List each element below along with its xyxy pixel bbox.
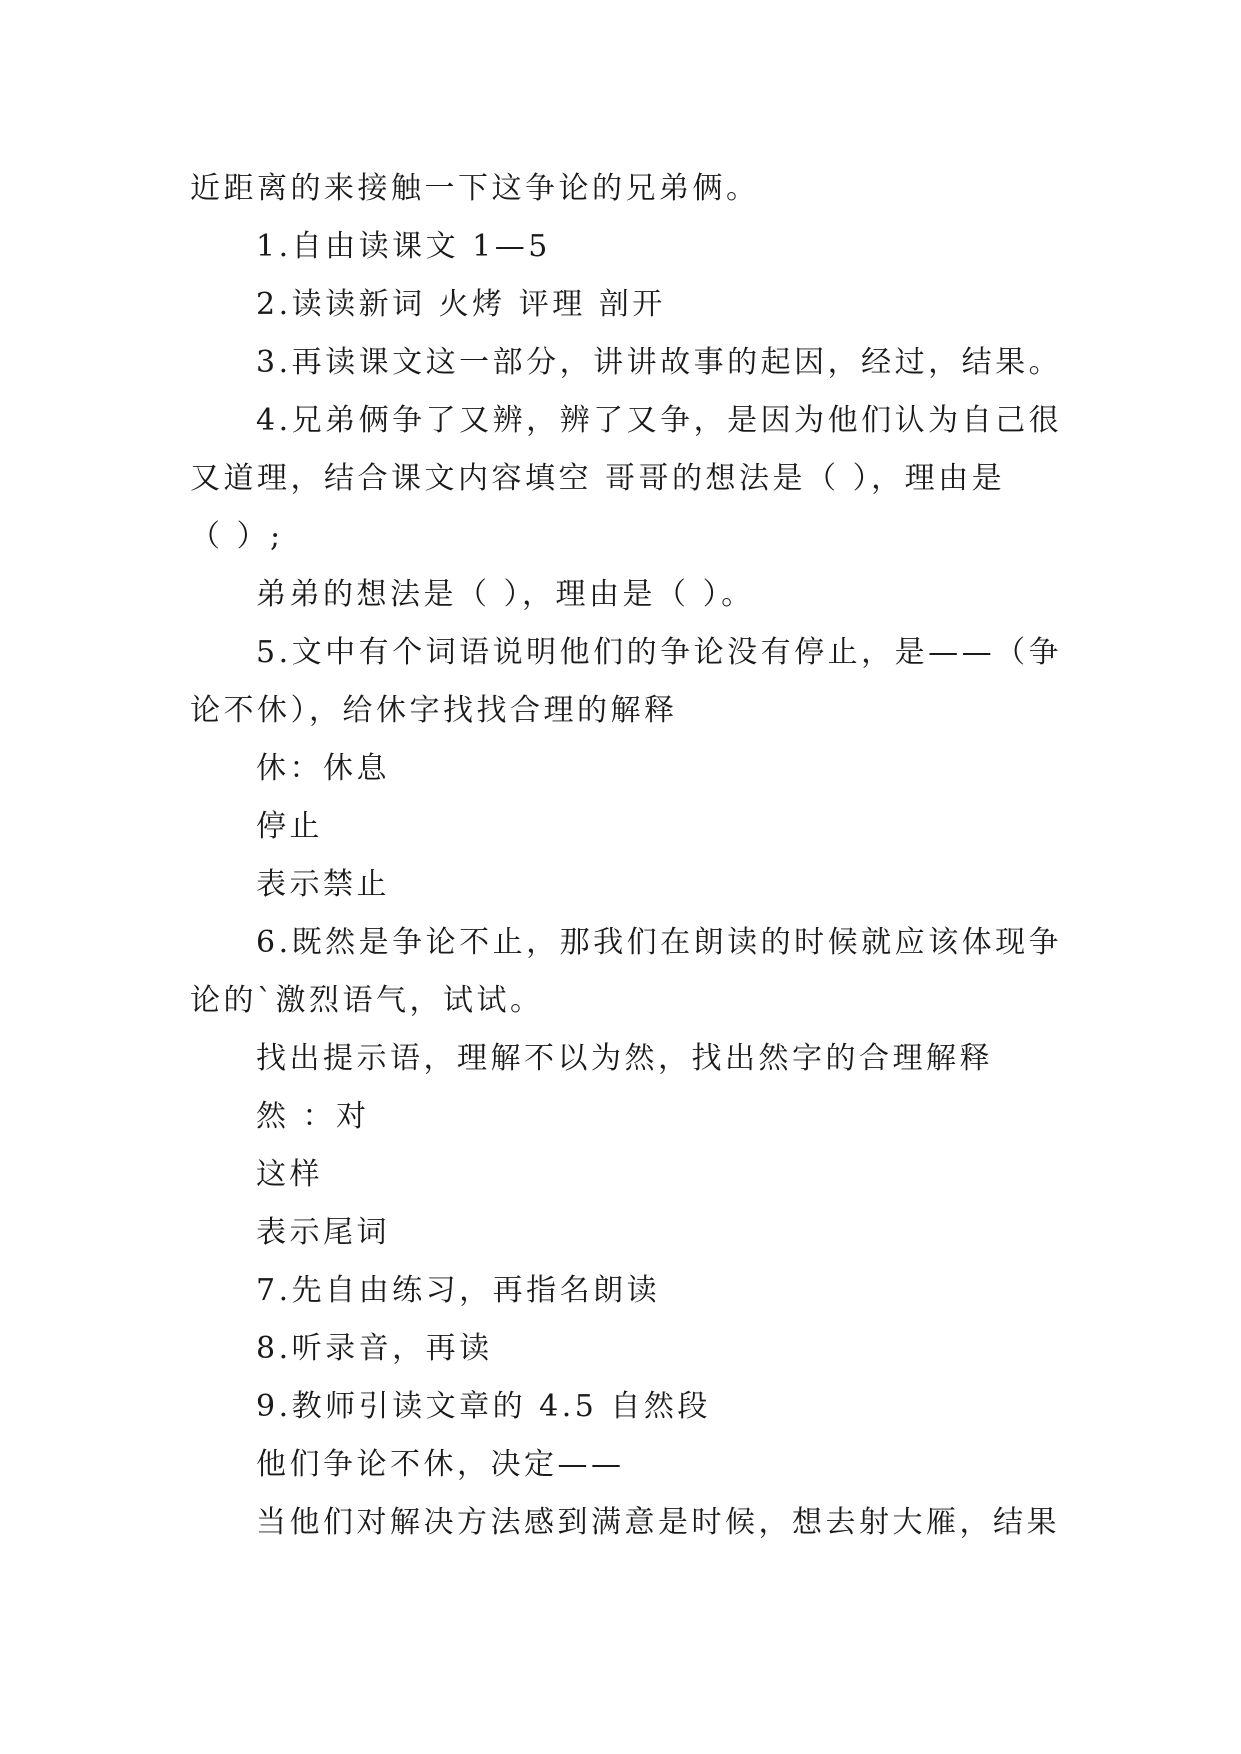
text-line: 这样 — [256, 1157, 323, 1192]
text-line: 停止 — [256, 809, 323, 844]
text-line: 1.自由读课文 1—5 — [256, 229, 551, 264]
text-line: 休：休息 — [256, 751, 390, 786]
text-line: 找出提示语，理解不以为然，找出然字的合理解释 — [256, 1041, 993, 1076]
text-line: 5.文中有个词语说明他们的争论没有停止，是——（争 — [256, 635, 1063, 670]
text-line: 7.先自由练习，再指名朗读 — [256, 1273, 661, 1308]
text-line: 表示尾词 — [256, 1215, 390, 1250]
text-line: 论的`激烈语气，试试。 — [190, 983, 544, 1018]
text-line: 8.听录音，再读 — [256, 1331, 493, 1366]
text-line: 表示禁止 — [256, 867, 390, 902]
text-line: （ ）; — [190, 519, 284, 554]
text-line: 弟弟的想法是（ ），理由是（ ）。 — [256, 577, 755, 612]
text-line: 当他们对解决方法感到满意是时候，想去射大雁，结果 — [256, 1505, 1060, 1540]
text-line: 论不休），给休字找找合理的解释 — [190, 693, 678, 728]
text-line: 然 ：对 — [256, 1099, 370, 1134]
text-line: 4.兄弟俩争了又辨，辨了又争，是因为他们认为自己很 — [256, 403, 1063, 438]
text-line: 2.读读新词 火烤 评理 剖开 — [256, 287, 666, 322]
text-line: 又道理，结合课文内容填空 哥哥的想法是（ ），理由是 — [190, 461, 1006, 496]
text-line: 6.既然是争论不止，那我们在朗读的时候就应该体现争 — [256, 925, 1063, 960]
text-line: 他们争论不休，决定—— — [256, 1447, 625, 1482]
text-line: 近距离的来接触一下这争论的兄弟俩。 — [190, 171, 760, 206]
document-body — [190, 160, 1063, 1552]
text-line: 9.教师引读文章的 4.5 自然段 — [256, 1389, 711, 1424]
text-line: 3.再读课文这一部分，讲讲故事的起因，经过，结果。 — [256, 345, 1063, 380]
